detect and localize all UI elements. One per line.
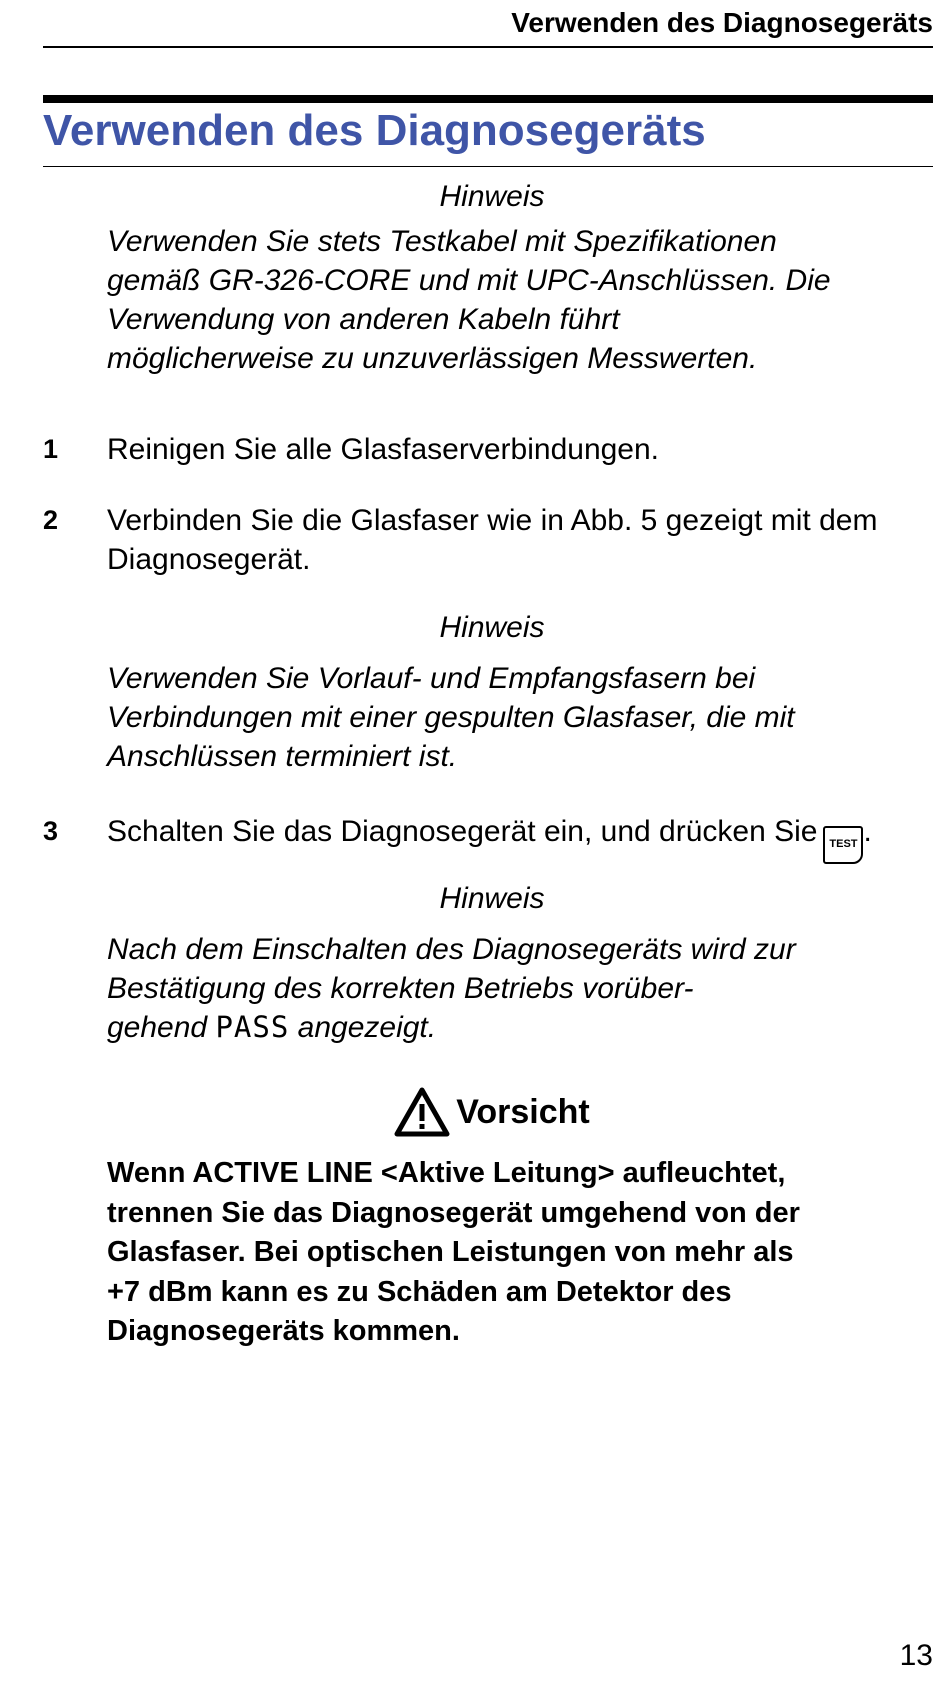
note-line [107,1008,897,1047]
caution-heading [107,1088,877,1136]
header-rule [43,46,933,48]
note-line: Nach dem Einschalten des Diagnosegeräts wird zur [107,933,796,966]
step-line: Diagnosegerät. [107,543,311,576]
warning-triangle-icon [394,1087,450,1137]
caution-line: Diagnosegeräts kommen. [107,1315,460,1347]
note-line-after-display: angezeigt. [297,1011,437,1044]
note-line: Verwenden Sie stets Testkabel mit Spezifikationen [107,225,777,258]
caution-line: +7 dBm kann es zu Schäden am Detektor des [107,1275,732,1308]
note-heading: Hinweis [439,882,545,915]
note-line: gemäß GR-326-CORE und mit UPC-Anschlüssen. Die [107,264,831,297]
section-title: Verwenden des Diagnosegeräts [43,106,706,155]
running-header: Verwenden des Diagnosegeräts [511,7,933,38]
caution-line: Glasfaser. Bei optischen Leistungen von mehr als [107,1236,794,1268]
pass-display-text: PASS [215,1010,290,1044]
test-key-icon: TEST [823,826,863,864]
step-number: 1 [43,434,59,464]
caution-line: Wenn ACTIVE LINE <Aktive Leitung> aufleuchtet, [107,1157,786,1189]
step-number: 3 [43,816,59,846]
note-line: Verwendung von anderen Kabeln führt [107,303,620,336]
step-number: 2 [43,505,59,535]
caution-title: Vorsicht [456,1093,590,1131]
step-text [107,501,937,579]
note-heading: Hinweis [439,180,545,213]
note-line-before-display: gehend [107,1011,208,1044]
note-text [107,222,897,378]
step-line: Verbinden Sie die Glasfaser wie in Abb. 5 gezeigt mit dem [107,504,878,537]
step-text [107,430,937,469]
caution-text [107,1154,937,1352]
note-line: Verwenden Sie Vorlauf- und Empfangsfasern bei [107,662,756,695]
step-text-before-key: Schalten Sie das Diagnosegerät ein, und drücken Sie [107,815,818,848]
note-line: Bestätigung des korrekten Betriebs vorüber- [107,972,694,1005]
step-line: Reinigen Sie alle Glasfaserverbindungen. [107,433,660,466]
step-text-after-key: . [863,815,872,848]
note-line: Verbindungen mit einer gespulten Glasfaser, die mit [107,701,795,734]
caution-line: trennen Sie das Diagnosegerät umgehend von der [107,1196,800,1229]
step-line [107,812,937,864]
note-line: möglicherweise zu unzuverlässigen Messwerten. [107,342,758,375]
section-rule-thick [43,95,933,103]
note-text [107,930,897,1047]
note-text [107,659,897,776]
page-number: 13 [899,1639,933,1672]
section-title-rule [43,166,933,167]
note-line: Anschlüssen terminiert ist. [107,740,458,773]
step-text [107,812,937,864]
note-heading: Hinweis [439,611,545,644]
